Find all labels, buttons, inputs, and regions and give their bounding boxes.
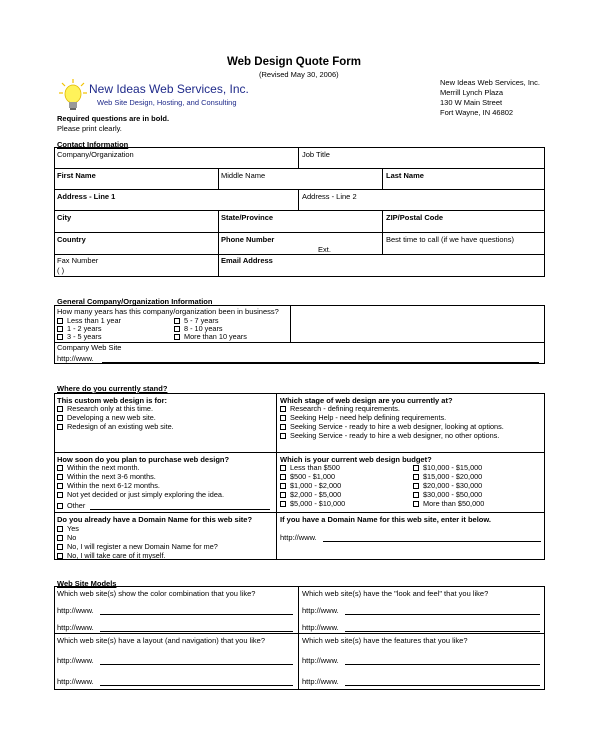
timing-other-input[interactable] — [90, 509, 270, 510]
domain-option[interactable]: Yes — [57, 524, 79, 533]
domain-option[interactable]: No — [57, 533, 76, 542]
custom-option[interactable]: Developing a new web site. — [57, 413, 156, 422]
checkbox[interactable] — [57, 474, 63, 480]
checkbox[interactable] — [280, 483, 286, 489]
years-question: How many years has this company/organization been in business? — [57, 307, 279, 316]
checkbox[interactable] — [280, 474, 286, 480]
phone-field[interactable]: Phone Number — [221, 235, 275, 244]
company-website-prefix: http://www. — [57, 354, 94, 363]
form-title: Web Design Quote Form — [227, 56, 361, 68]
domain-option[interactable]: No, I will take care of it myself. — [57, 551, 166, 560]
budget-option[interactable]: $20,000 - $30,000 — [413, 481, 482, 490]
domain-question: Do you already have a Domain Name for this web site? — [57, 515, 253, 524]
company-org-field[interactable]: Company/Organization — [57, 150, 134, 159]
budget-option[interactable]: $500 - $1,000 — [280, 472, 335, 481]
stage-option[interactable]: Seeking Help - need help defining requirements. — [280, 413, 446, 422]
custom-design-question: This custom web design is for: — [57, 396, 168, 405]
print-note: Please print clearly. — [57, 124, 122, 133]
url-input[interactable] — [100, 614, 293, 615]
url-prefix: http://www. — [302, 677, 339, 686]
domain-prefix: http://www. — [280, 533, 317, 542]
lightbulb-logo-icon — [58, 78, 88, 112]
address-line: New Ideas Web Services, Inc. — [440, 78, 540, 87]
job-title-field[interactable]: Job Title — [302, 150, 330, 159]
color-question: Which web site(s) show the color combination that you like? — [57, 589, 256, 598]
section-heading-stand: Where do you currently stand? — [57, 384, 168, 393]
checkbox[interactable] — [57, 483, 63, 489]
budget-option[interactable]: $15,000 - $20,000 — [413, 472, 482, 481]
checkbox[interactable] — [280, 492, 286, 498]
domain-input[interactable] — [323, 541, 541, 542]
url-input[interactable] — [345, 685, 540, 686]
best-time-field[interactable]: Best time to call (if we have questions) — [386, 235, 514, 244]
middle-name-field[interactable]: Middle Name — [221, 171, 266, 180]
url-prefix: http://www. — [57, 656, 94, 665]
checkbox[interactable] — [57, 406, 63, 412]
fax-area-code: ( ) — [57, 266, 65, 275]
years-option[interactable]: 5 - 7 years — [174, 316, 218, 325]
checkbox[interactable] — [57, 465, 63, 471]
required-note: Required questions are in bold. — [57, 114, 170, 123]
timing-other-option[interactable]: Other — [57, 501, 85, 510]
checkbox[interactable] — [57, 544, 63, 550]
checkbox[interactable] — [57, 492, 63, 498]
url-input[interactable] — [345, 664, 540, 665]
look-feel-question: Which web site(s) have the "look and feel" that you like? — [302, 589, 489, 598]
url-prefix: http://www. — [57, 677, 94, 686]
company-website-label: Company Web Site — [57, 343, 122, 352]
state-field[interactable]: State/Province — [221, 213, 274, 222]
url-prefix: http://www. — [57, 606, 94, 615]
stage-option[interactable]: Research - defining requirements. — [280, 404, 400, 413]
checkbox[interactable] — [413, 465, 419, 471]
domain-enter-label: If you have a Domain Name for this web site, enter it below. — [280, 515, 492, 524]
address-line2-field[interactable]: Address - Line 2 — [302, 192, 357, 201]
fax-field[interactable]: Fax Number — [57, 256, 99, 265]
contact-table — [54, 147, 545, 277]
timing-option[interactable]: Within the next month. — [57, 463, 140, 472]
checkbox[interactable] — [57, 535, 63, 541]
budget-option[interactable]: $1,000 - $2,000 — [280, 481, 341, 490]
address-line: Merrill Lynch Plaza — [440, 88, 504, 97]
email-field[interactable]: Email Address — [221, 256, 273, 265]
last-name-field[interactable]: Last Name — [386, 171, 424, 180]
years-option[interactable]: More than 10 years — [174, 332, 247, 341]
checkbox[interactable] — [174, 334, 180, 340]
years-option[interactable]: 3 - 5 years — [57, 332, 101, 341]
company-address — [440, 78, 540, 118]
checkbox[interactable] — [413, 492, 419, 498]
years-option[interactable]: Less than 1 year — [57, 316, 121, 325]
features-question: Which web site(s) have the features that you like? — [302, 636, 468, 645]
company-tagline: Web Site Design, Hosting, and Consulting — [97, 98, 237, 107]
checkbox[interactable] — [280, 501, 286, 507]
checkbox[interactable] — [57, 424, 63, 430]
checkbox[interactable] — [413, 483, 419, 489]
url-input[interactable] — [345, 614, 540, 615]
section-heading-models: Web Site Models — [57, 579, 117, 588]
custom-option[interactable]: Redesign of an existing web site. — [57, 422, 174, 431]
checkbox[interactable] — [280, 465, 286, 471]
phone-ext-label: Ext. — [318, 245, 331, 254]
stage-option[interactable]: Seeking Service - ready to hire a web designer, looking at options. — [280, 422, 504, 431]
purchase-timing-question: How soon do you plan to purchase web design? — [57, 455, 230, 464]
checkbox[interactable] — [57, 415, 63, 421]
url-prefix: http://www. — [302, 623, 339, 632]
checkbox[interactable] — [280, 424, 286, 430]
years-option[interactable]: 8 - 10 years — [174, 324, 223, 333]
checkbox[interactable] — [57, 503, 63, 509]
first-name-field[interactable]: First Name — [57, 171, 96, 180]
budget-option[interactable]: $2,000 - $5,000 — [280, 490, 341, 499]
section-heading-contact: Contact Information — [57, 140, 129, 149]
checkbox[interactable] — [280, 433, 286, 439]
budget-option[interactable]: $5,000 - $10,000 — [280, 499, 345, 508]
country-field[interactable]: Country — [57, 235, 86, 244]
url-input[interactable] — [100, 685, 293, 686]
section-heading-general: General Company/Organization Information — [57, 297, 213, 306]
timing-option[interactable]: Within the next 3-6 months. — [57, 472, 156, 481]
budget-question: Which is your current web design budget? — [280, 455, 432, 464]
budget-option[interactable]: More than $50,000 — [413, 499, 484, 508]
address-line: Fort Wayne, IN 46802 — [440, 108, 514, 117]
timing-option[interactable]: Within the next 6-12 months. — [57, 481, 160, 490]
url-prefix: http://www. — [57, 623, 94, 632]
address-line1-field[interactable]: Address - Line 1 — [57, 192, 116, 201]
checkbox[interactable] — [280, 406, 286, 412]
checkbox[interactable] — [413, 501, 419, 507]
address-line: 130 W Main Street — [440, 98, 503, 107]
url-prefix: http://www. — [302, 656, 339, 665]
url-input[interactable] — [100, 664, 293, 665]
custom-option[interactable]: Research only at this time. — [57, 404, 153, 413]
company-name: New Ideas Web Services, Inc. — [89, 82, 249, 96]
budget-option[interactable]: $30,000 - $50,000 — [413, 490, 482, 499]
stage-question: Which stage of web design are you currently at? — [280, 396, 453, 405]
stage-option[interactable]: Seeking Service - ready to hire a web designer, no other options. — [280, 431, 499, 440]
url-input[interactable] — [100, 631, 293, 632]
checkbox[interactable] — [57, 553, 63, 559]
checkbox[interactable] — [413, 474, 419, 480]
timing-option[interactable]: Not yet decided or just simply exploring the idea. — [57, 490, 224, 499]
url-prefix: http://www. — [302, 606, 339, 615]
domain-option[interactable]: No, I will register a new Domain Name for me? — [57, 542, 218, 551]
url-input[interactable] — [345, 631, 540, 632]
budget-option[interactable]: Less than $500 — [280, 463, 340, 472]
budget-option[interactable]: $10,000 - $15,000 — [413, 463, 482, 472]
checkbox[interactable] — [57, 526, 63, 532]
revised-date: (Revised May 30, 2006) — [259, 70, 339, 79]
city-field[interactable]: City — [57, 213, 72, 222]
layout-question: Which web site(s) have a layout (and navigation) that you like? — [57, 636, 266, 645]
zip-field[interactable]: ZIP/Postal Code — [386, 213, 444, 222]
years-option[interactable]: 1 - 2 years — [57, 324, 101, 333]
checkbox[interactable] — [57, 334, 63, 340]
company-website-input[interactable] — [102, 362, 539, 363]
checkbox[interactable] — [280, 415, 286, 421]
